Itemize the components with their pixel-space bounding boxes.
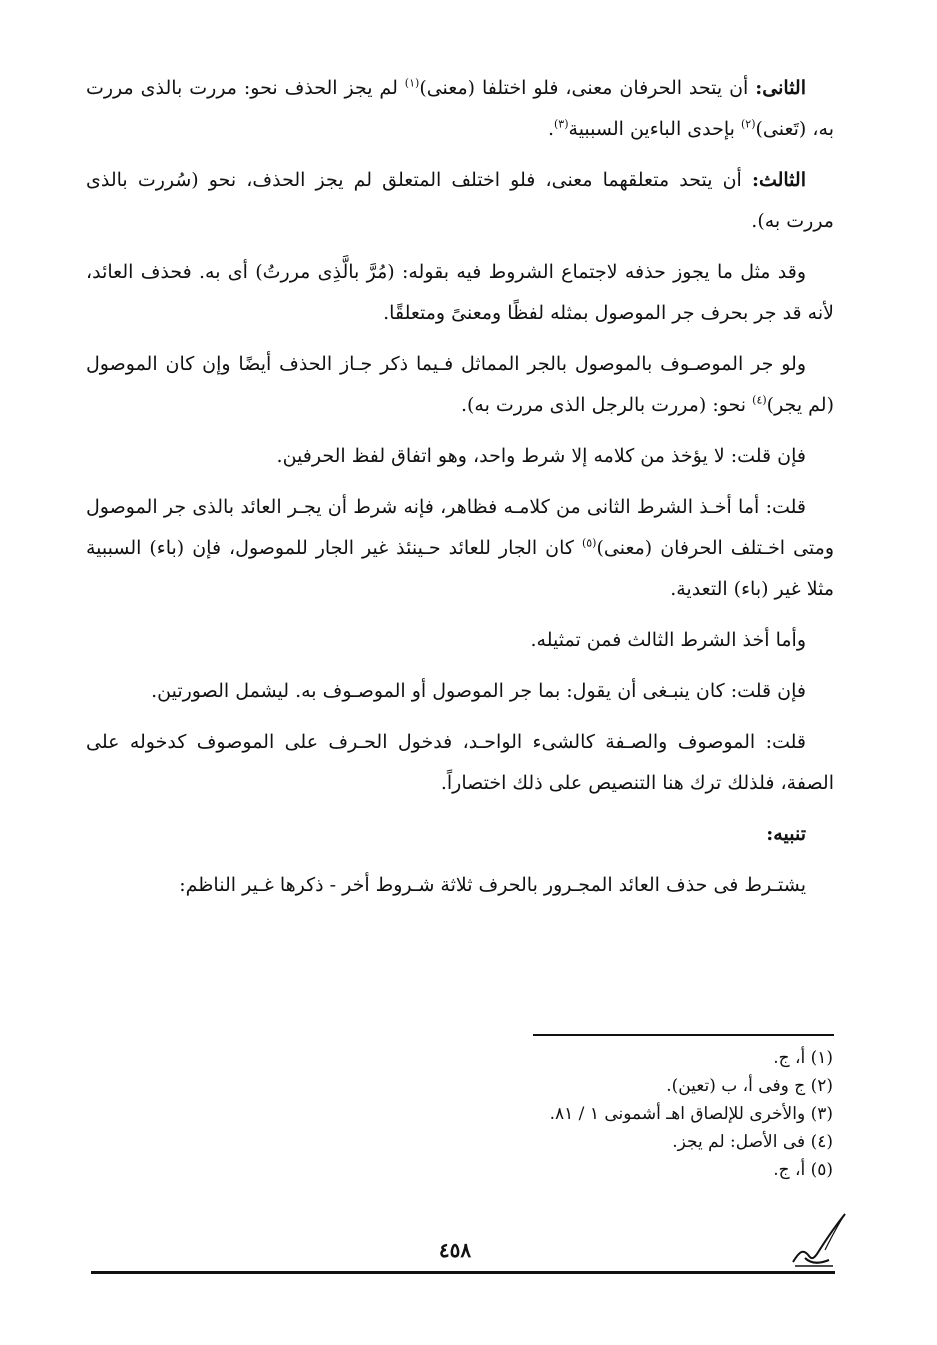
main-text — [86, 68, 834, 916]
paragraph-text: فإن قلت: كان ينبـغى أن يقول: بما جر الموصول أو الموصـوف به. ليشمل الصورتين. — [151, 680, 806, 702]
paragraph-lead: الثانى: — [755, 77, 806, 99]
paragraph-text: كان الجار للعائد حـينئذ غير الجار للموصول، فإن (باء) السببية مثلا غير (باء) التعدية. — [86, 537, 834, 600]
footnote-ref-2: (٢) — [740, 117, 756, 131]
paragraph-text: يشتـرط فى حذف العائد المجـرور بالحرف ثلاثة شـروط أخر - ذكرها غـير الناظم: — [179, 874, 806, 896]
paragraph-text: ولو جر الموصـوف بالموصول بالجر المماثل فـيما ذكر جـاز الحذف أيضًا وإن كان الموصول (لم يجر) — [86, 353, 834, 416]
paragraph-extra-conditions — [86, 865, 834, 906]
footnote-divider — [533, 1034, 834, 1036]
paragraph-text: بإحدى الباءين السببية — [568, 118, 741, 140]
footnote-item: (٣) والأخرى للإلصاق اهـ أشمونى ١ / ٨١. — [549, 1104, 833, 1124]
footnote-ref-3: (٣) — [554, 117, 569, 131]
paragraph-third-condition — [86, 160, 834, 242]
footnote-ref-4: (٤) — [752, 393, 767, 407]
footnote-item: (٢) ج وفى أ، ب (تعين). — [666, 1076, 833, 1096]
section-heading-note: تنبيه: — [766, 823, 806, 845]
paragraph-question-1 — [86, 436, 834, 477]
paragraph-example — [86, 252, 834, 334]
paragraph-answer-2 — [86, 722, 834, 804]
paragraph-text: قلت: أما أخـذ الشرط الثانى من كلامـه فظاهر، فإنه شرط أن يجـر العائد بالذى جر الموصول ومتى اخـتلف الحرفان (معنى) — [86, 496, 834, 559]
quill-signature-icon — [785, 1208, 849, 1272]
bottom-divider — [91, 1271, 835, 1274]
paragraph-described — [86, 344, 834, 426]
page-number: ٤٥٨ — [438, 1238, 472, 1262]
paragraph-text: لم يجز الحذف نحو: مررت بالذى مررت به، (تَعنى) — [86, 77, 834, 140]
paragraph-text: . — [547, 118, 554, 140]
footnote-ref-5: (٥) — [581, 536, 597, 550]
footnotes — [233, 1044, 833, 1184]
footnote-item: (٤) فى الأصل: لم يجز. — [672, 1132, 833, 1152]
footnote-item: (١) أ، ج. — [773, 1048, 833, 1068]
footnote-item: (٥) أ، ج. — [773, 1160, 833, 1180]
footnote-ref-1: (١) — [404, 76, 420, 90]
paragraph-question-2 — [86, 671, 834, 712]
paragraph-answer-1 — [86, 487, 834, 610]
paragraph-text: نحو: (مررت بالرجل الذى مررت به). — [460, 394, 753, 416]
paragraph-text: وقد مثل ما يجوز حذفه لاجتماع الشروط فيه بقوله: (مُرَّ بالَّذِى مررتُ) أى به. فحذف العائد، لأنه قد جر بحرف جر الموصول بمثله لفظًا ومعنىً ومتعلقًا. — [86, 261, 834, 324]
paragraph-third-taken — [86, 620, 834, 661]
paragraph-second-condition — [86, 68, 834, 150]
paragraph-text: قلت: الموصوف والصـفة كالشىء الواحـد، فدخول الحـرف على الموصوف كدخوله على الصفة، فلذلك ترك هنا التنصيص على ذلك اختصاراً. — [86, 731, 834, 794]
paragraph-text: وأما أخذ الشرط الثالث فمن تمثيله. — [530, 629, 806, 651]
paragraph-text: أن يتحد متعلقهما معنى، فلو اختلف المتعلق لم يجز الحذف، نحو (سُررت بالذى مررت به). — [86, 169, 834, 232]
paragraph-text: أن يتحد الحرفان معنى، فلو اختلفا (معنى) — [419, 77, 749, 99]
paragraph-text: فإن قلت: لا يؤخذ من كلامه إلا شرط واحد، وهو اتفاق لفظ الحرفين. — [276, 445, 806, 467]
paragraph-lead: الثالث: — [751, 169, 806, 191]
